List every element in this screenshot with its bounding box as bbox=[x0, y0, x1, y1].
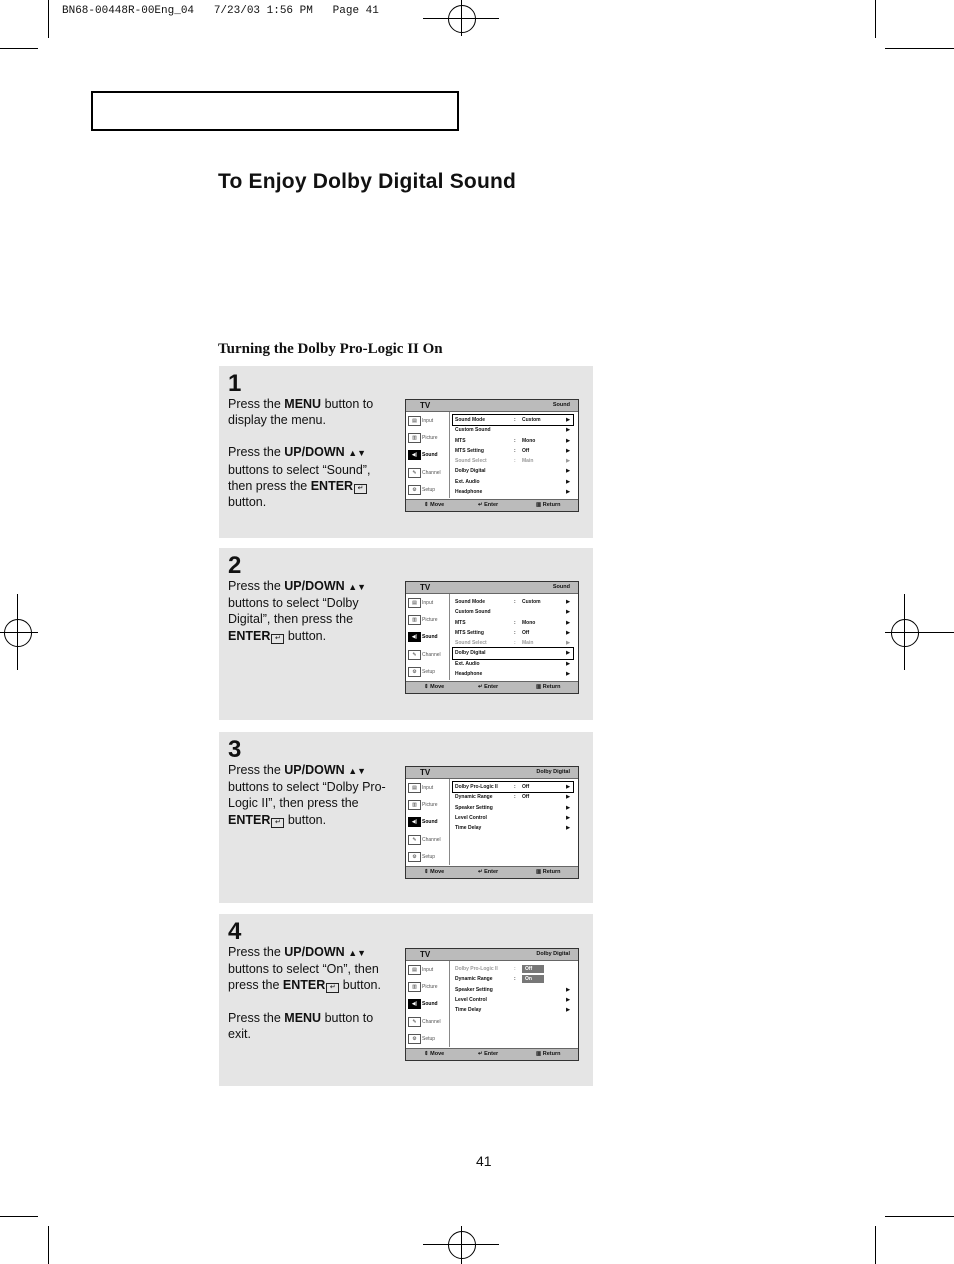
setup-icon: ⚙ bbox=[408, 1034, 421, 1044]
channel-icon: ✎ bbox=[408, 650, 421, 660]
page-number: 41 bbox=[476, 1153, 492, 1169]
osd-sidebar-item: ✎ Channel bbox=[406, 1013, 449, 1030]
osd-section-title: Sound bbox=[552, 584, 570, 590]
osd-sidebar-item: ▥ Picture bbox=[406, 978, 449, 995]
osd-section-title: Dolby Digital bbox=[536, 769, 570, 775]
osd-return-hint: ▥ Return bbox=[536, 869, 561, 875]
osd-sidebar bbox=[406, 779, 450, 865]
osd-move-hint: ⇕ Move bbox=[424, 869, 445, 875]
osd-sidebar bbox=[406, 594, 450, 680]
osd-menu-row: Dolby Pro-Logic II : Off bbox=[453, 964, 573, 974]
arrow-right-icon: ▶ bbox=[566, 640, 570, 647]
step-number: 2 bbox=[228, 552, 242, 579]
page-title: To Enjoy Dolby Digital Sound bbox=[218, 170, 517, 193]
tv-osd-screen bbox=[405, 399, 579, 512]
osd-return-hint: ▥ Return bbox=[536, 1051, 561, 1057]
osd-bottom-bar bbox=[406, 1048, 578, 1060]
up-down-icon: ▲▼ bbox=[348, 766, 367, 776]
step-4 bbox=[219, 914, 593, 1086]
osd-sidebar-item: ◀) Sound bbox=[406, 628, 449, 645]
osd-sidebar-item: ⚙ Setup bbox=[406, 1030, 449, 1047]
osd-menu-row: Ext. Audio ▶ bbox=[455, 478, 570, 485]
osd-sidebar-item: ▤ Input bbox=[406, 961, 449, 978]
osd-sidebar bbox=[406, 412, 450, 498]
osd-menu-row: Headphone ▶ bbox=[455, 671, 570, 678]
osd-move-hint: ⇕ Move bbox=[424, 684, 445, 690]
print-slug: BN68-00448R-00Eng_04 7/23/03 1:56 PM Page 41 bbox=[62, 5, 379, 17]
arrow-right-icon: ▶ bbox=[566, 468, 570, 475]
step-instructions: Press the UP/DOWN ▲▼ buttons to select “Dolby Digital”, then press the ENTER ↵ button. bbox=[228, 579, 367, 643]
osd-section-title: Sound bbox=[552, 402, 570, 408]
channel-icon: ✎ bbox=[408, 468, 421, 478]
arrow-right-icon: ▶ bbox=[566, 447, 570, 454]
enter-icon: ↵ bbox=[271, 634, 284, 644]
osd-bottom-bar bbox=[406, 866, 578, 878]
chapter-header-box bbox=[91, 91, 459, 131]
arrow-right-icon: ▶ bbox=[566, 784, 570, 790]
osd-menu-row: Time Delay ▶ bbox=[455, 825, 570, 832]
arrow-right-icon: ▶ bbox=[566, 996, 570, 1003]
osd-title-bar bbox=[406, 767, 578, 779]
osd-sidebar-item: ◀) Sound bbox=[406, 446, 449, 463]
enter-icon: ↵ bbox=[326, 983, 339, 993]
arrow-right-icon: ▶ bbox=[566, 489, 570, 496]
osd-menu-row: Sound Select : Main ▶ bbox=[455, 458, 570, 465]
step-number: 4 bbox=[228, 918, 242, 945]
arrow-right-icon: ▶ bbox=[566, 660, 570, 667]
arrow-right-icon: ▶ bbox=[566, 671, 570, 678]
osd-menu-row: Speaker Setting ▶ bbox=[455, 804, 570, 811]
osd-menu-row: MTS : Mono ▶ bbox=[455, 437, 570, 444]
arrow-right-icon: ▶ bbox=[566, 417, 570, 423]
osd-sidebar-item: ▤ Input bbox=[406, 779, 449, 796]
input-icon: ▤ bbox=[408, 783, 421, 793]
osd-return-hint: ▥ Return bbox=[536, 684, 561, 690]
sound-icon: ◀) bbox=[408, 632, 421, 642]
osd-menu-row: Sound Mode : Custom ▶ bbox=[455, 599, 570, 605]
osd-title-bar bbox=[406, 400, 578, 412]
picture-icon: ▥ bbox=[408, 982, 421, 992]
osd-title-bar bbox=[406, 949, 578, 961]
osd-menu-row: Time Delay ▶ bbox=[455, 1007, 570, 1014]
osd-sidebar-item: ⚙ Setup bbox=[406, 663, 449, 680]
osd-menu-row: Dolby Pro-Logic II : Off ▶ bbox=[453, 782, 573, 792]
osd-sidebar-item: ▥ Picture bbox=[406, 796, 449, 813]
osd-menu-row: MTS Setting : Off ▶ bbox=[455, 629, 570, 636]
osd-sidebar-item: ◀) Sound bbox=[406, 995, 449, 1012]
osd-menu-row: MTS Setting : Off ▶ bbox=[455, 447, 570, 454]
osd-menu-rows bbox=[453, 597, 573, 679]
picture-icon: ▥ bbox=[408, 800, 421, 810]
arrow-right-icon: ▶ bbox=[566, 650, 570, 657]
osd-section-title: Dolby Digital bbox=[536, 951, 570, 957]
setup-icon: ⚙ bbox=[408, 667, 421, 677]
osd-move-hint: ⇕ Move bbox=[424, 502, 445, 508]
input-icon: ▤ bbox=[408, 416, 421, 426]
osd-tv-label: TV bbox=[420, 583, 431, 592]
osd-menu-row: Dolby Digital ▶ bbox=[453, 648, 573, 658]
osd-return-hint: ▥ Return bbox=[536, 502, 561, 508]
osd-menu-row: Sound Select : Main ▶ bbox=[455, 640, 570, 647]
arrow-right-icon: ▶ bbox=[566, 619, 570, 626]
osd-enter-hint: ↵ Enter bbox=[478, 502, 499, 508]
osd-menu-row: Level Control ▶ bbox=[455, 814, 570, 821]
step-instructions: Press the UP/DOWN ▲▼ buttons to select “Dolby Pro-Logic II”, then press the ENTER ↵ button. bbox=[228, 763, 386, 827]
arrow-right-icon: ▶ bbox=[566, 804, 570, 811]
tv-osd-screen bbox=[405, 581, 579, 694]
osd-enter-hint: ↵ Enter bbox=[478, 684, 499, 690]
step-number: 1 bbox=[228, 370, 242, 397]
arrow-right-icon: ▶ bbox=[566, 478, 570, 485]
osd-sidebar-item: ✎ Channel bbox=[406, 464, 449, 481]
arrow-right-icon: ▶ bbox=[566, 427, 570, 434]
crop-mark bbox=[0, 1216, 38, 1217]
osd-title-bar bbox=[406, 582, 578, 594]
step-3 bbox=[219, 732, 593, 903]
arrow-right-icon: ▶ bbox=[566, 458, 570, 465]
osd-enter-hint: ↵ Enter bbox=[478, 1051, 499, 1057]
osd-bottom-bar bbox=[406, 499, 578, 511]
osd-sidebar-item: ⚙ Setup bbox=[406, 848, 449, 865]
arrow-right-icon: ▶ bbox=[566, 609, 570, 616]
crop-mark bbox=[875, 1226, 876, 1264]
osd-menu-row: Sound Mode : Custom ▶ bbox=[453, 415, 573, 425]
osd-menu-row: Custom Sound ▶ bbox=[455, 609, 570, 616]
osd-tv-label: TV bbox=[420, 950, 431, 959]
osd-menu-row: Custom Sound ▶ bbox=[455, 427, 570, 434]
osd-sidebar-item: ✎ Channel bbox=[406, 831, 449, 848]
crop-mark bbox=[0, 48, 38, 49]
channel-icon: ✎ bbox=[408, 1017, 421, 1027]
osd-menu-row: Dynamic Range : Off ▶ bbox=[455, 794, 570, 801]
osd-enter-hint: ↵ Enter bbox=[478, 869, 499, 875]
osd-sidebar-item: ▤ Input bbox=[406, 594, 449, 611]
tv-osd-screen bbox=[405, 948, 579, 1061]
input-icon: ▤ bbox=[408, 965, 421, 975]
step-2 bbox=[219, 548, 593, 720]
arrow-right-icon: ▶ bbox=[566, 986, 570, 993]
step-instructions: Press the UP/DOWN ▲▼ buttons to select “On”, then press the ENTER ↵ button. Press the MENU button to exit. bbox=[228, 945, 381, 1041]
sound-icon: ◀) bbox=[408, 999, 421, 1009]
osd-menu-rows bbox=[453, 782, 573, 833]
channel-icon: ✎ bbox=[408, 835, 421, 845]
osd-menu-row: Headphone ▶ bbox=[455, 489, 570, 496]
arrow-right-icon: ▶ bbox=[566, 599, 570, 605]
picture-icon: ▥ bbox=[408, 615, 421, 625]
osd-menu-rows bbox=[453, 415, 573, 497]
osd-sidebar-item: ◀) Sound bbox=[406, 813, 449, 830]
osd-tv-label: TV bbox=[420, 401, 431, 410]
osd-sidebar-item: ✎ Channel bbox=[406, 646, 449, 663]
arrow-right-icon: ▶ bbox=[566, 794, 570, 801]
enter-icon: ↵ bbox=[354, 484, 367, 494]
osd-menu-row: Speaker Setting ▶ bbox=[455, 986, 570, 993]
section-subtitle: Turning the Dolby Pro-Logic II On bbox=[218, 341, 443, 357]
osd-menu-row: Dynamic Range : On bbox=[453, 974, 573, 984]
osd-menu-row: Ext. Audio ▶ bbox=[455, 660, 570, 667]
arrow-right-icon: ▶ bbox=[566, 1007, 570, 1014]
osd-sidebar bbox=[406, 961, 450, 1047]
setup-icon: ⚙ bbox=[408, 852, 421, 862]
up-down-icon: ▲▼ bbox=[348, 582, 367, 592]
crop-mark bbox=[885, 1216, 954, 1217]
osd-sidebar-item: ▤ Input bbox=[406, 412, 449, 429]
arrow-right-icon: ▶ bbox=[566, 629, 570, 636]
osd-sidebar-item: ⚙ Setup bbox=[406, 481, 449, 498]
osd-sidebar-item: ▥ Picture bbox=[406, 429, 449, 446]
step-number: 3 bbox=[228, 736, 242, 763]
arrow-right-icon: ▶ bbox=[566, 825, 570, 832]
crop-mark bbox=[885, 48, 954, 49]
sound-icon: ◀) bbox=[408, 450, 421, 460]
step-1 bbox=[219, 366, 593, 538]
osd-bottom-bar bbox=[406, 681, 578, 693]
crop-mark bbox=[48, 1226, 49, 1264]
up-down-icon: ▲▼ bbox=[348, 448, 367, 459]
osd-menu-row: Level Control ▶ bbox=[455, 996, 570, 1003]
setup-icon: ⚙ bbox=[408, 485, 421, 495]
picture-icon: ▥ bbox=[408, 433, 421, 443]
osd-menu-row: Dolby Digital ▶ bbox=[455, 468, 570, 475]
crop-mark bbox=[48, 0, 49, 38]
osd-move-hint: ⇕ Move bbox=[424, 1051, 445, 1057]
tv-osd-screen bbox=[405, 766, 579, 879]
osd-menu-row: MTS : Mono ▶ bbox=[455, 619, 570, 626]
up-down-icon: ▲▼ bbox=[348, 948, 367, 958]
enter-icon: ↵ bbox=[271, 818, 284, 828]
arrow-right-icon: ▶ bbox=[566, 814, 570, 821]
step-instructions: Press the MENU button to display the menu. Press the UP/DOWN ▲▼ buttons to select “Sound”, then press the ENTER ↵ button. bbox=[228, 397, 374, 510]
input-icon: ▤ bbox=[408, 598, 421, 608]
osd-tv-label: TV bbox=[420, 768, 431, 777]
crop-mark bbox=[875, 0, 876, 38]
osd-sidebar-item: ▥ Picture bbox=[406, 611, 449, 628]
arrow-right-icon: ▶ bbox=[566, 437, 570, 444]
sound-icon: ◀) bbox=[408, 817, 421, 827]
osd-menu-rows bbox=[453, 964, 573, 1015]
